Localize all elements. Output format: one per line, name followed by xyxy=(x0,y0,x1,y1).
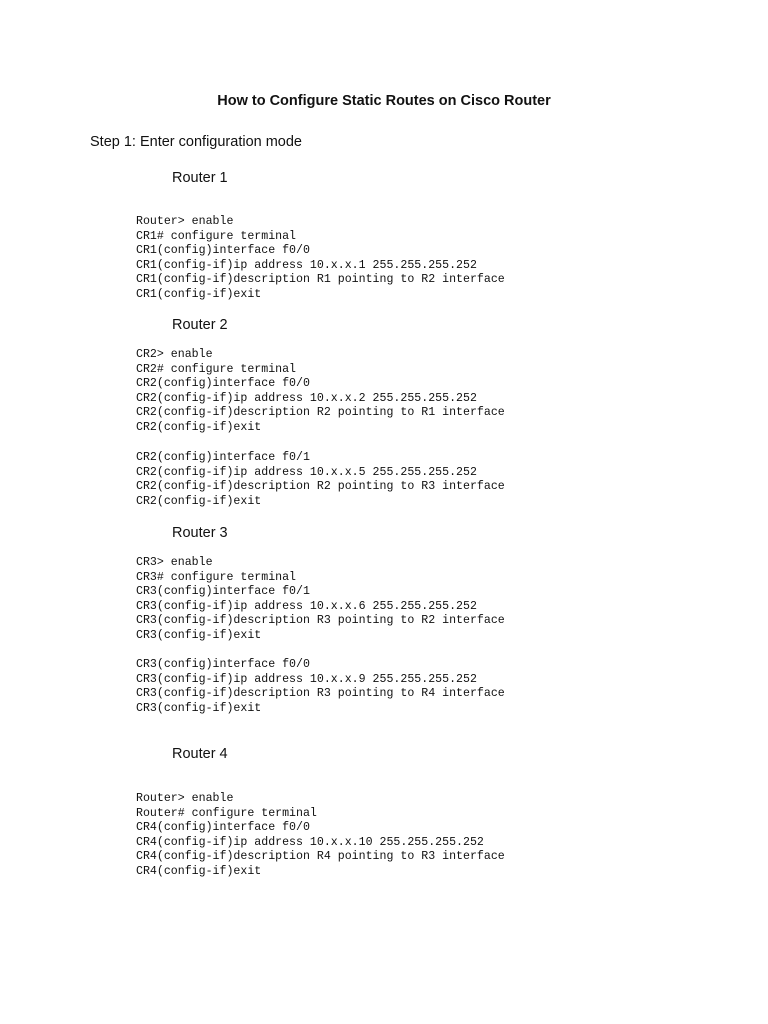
command-line: CR3(config-if)description R3 pointing to R2 interface xyxy=(136,614,505,628)
command-line: CR1(config-if)description R1 pointing to R2 interface xyxy=(136,273,505,287)
command-line: CR4(config-if)description R4 pointing to R3 interface xyxy=(136,850,505,864)
command-line: CR1(config-if)ip address 10.x.x.1 255.255.255.252 xyxy=(136,258,477,272)
command-line: CR3(config)interface f0/0 xyxy=(136,658,310,671)
command-line: Router> enable xyxy=(136,215,234,228)
router-4-heading: Router 4 xyxy=(172,746,228,762)
command-line: CR2# configure terminal xyxy=(136,362,297,376)
page-title: How to Configure Static Routes on Cisco Router xyxy=(217,93,551,109)
command-line: CR3(config)interface f0/1 xyxy=(136,585,310,599)
step-heading: Step 1: Enter configuration mode xyxy=(90,134,302,150)
command-line: CR4(config)interface f0/0 xyxy=(136,821,310,835)
router-3-config-block xyxy=(136,556,505,644)
command-line: CR2(config-if)ip address 10.x.x.2 255.255.255.252 xyxy=(136,391,477,405)
command-line: CR2> enable xyxy=(136,348,213,361)
command-line: CR2(config-if)exit xyxy=(136,494,262,508)
router-2-config-block xyxy=(136,451,505,509)
router-3-config-block xyxy=(136,658,505,716)
command-line: CR3(config-if)ip address 10.x.x.6 255.255.255.252 xyxy=(136,599,477,613)
command-line: CR3(config-if)description R3 pointing to R4 interface xyxy=(136,687,505,701)
command-line: CR2(config)interface f0/0 xyxy=(136,377,310,391)
router-1-config-block xyxy=(136,215,505,303)
command-line: CR3(config-if)exit xyxy=(136,628,262,642)
command-line: CR3(config-if)ip address 10.x.x.9 255.255.255.252 xyxy=(136,672,477,686)
command-line: CR2(config-if)description R2 pointing to R1 interface xyxy=(136,406,505,420)
router-3-heading: Router 3 xyxy=(172,525,228,541)
command-line: CR3> enable xyxy=(136,556,213,569)
command-line: CR1(config-if)exit xyxy=(136,287,262,301)
command-line: CR1(config)interface f0/0 xyxy=(136,244,310,258)
command-line: CR3(config-if)exit xyxy=(136,701,262,715)
command-line: Router# configure terminal xyxy=(136,806,317,820)
command-line: CR2(config-if)exit xyxy=(136,420,262,434)
command-line: CR2(config-if)ip address 10.x.x.5 255.255.255.252 xyxy=(136,465,477,479)
router-1-heading: Router 1 xyxy=(172,170,228,186)
command-line: CR1# configure terminal xyxy=(136,229,297,243)
router-2-heading: Router 2 xyxy=(172,317,228,333)
command-line: CR4(config-if)exit xyxy=(136,864,262,878)
router-4-config-block xyxy=(136,792,505,880)
command-line: CR4(config-if)ip address 10.x.x.10 255.255.255.252 xyxy=(136,835,484,849)
command-line: CR2(config-if)description R2 pointing to R3 interface xyxy=(136,480,505,494)
router-2-config-block xyxy=(136,348,505,436)
command-line: Router> enable xyxy=(136,792,234,805)
command-line: CR3# configure terminal xyxy=(136,570,297,584)
command-line: CR2(config)interface f0/1 xyxy=(136,451,310,464)
